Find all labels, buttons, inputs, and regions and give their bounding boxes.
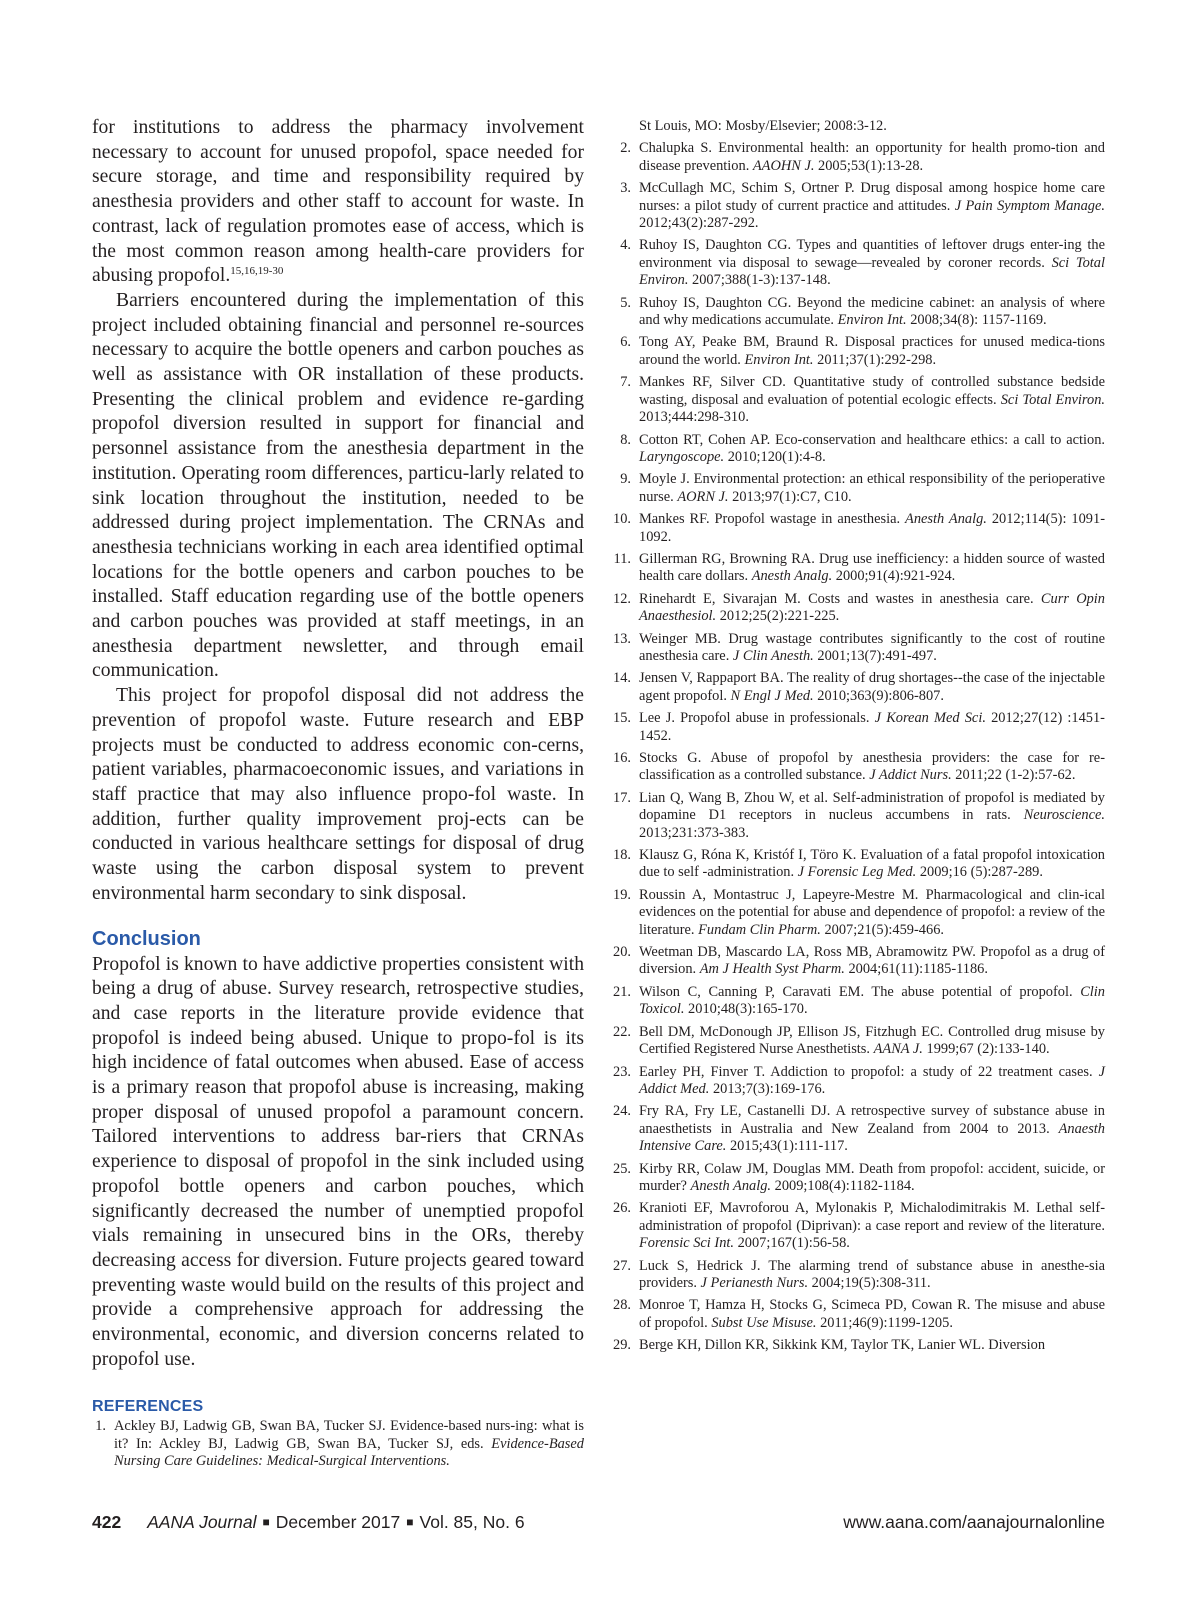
reference-item: 24. Fry RA, Fry LE, Castanelli DJ. A retrospective survey of substance abuse in anaesthetists in Australia and New Zealand from 2004 to 2013. Anaesth Intensive Care. 2015;43(1):111-117. bbox=[613, 1103, 1105, 1155]
left-column bbox=[92, 116, 584, 1476]
body-paragraph: for institutions to address the pharmacy involvement necessary to account for unused propofol, space needed for secure storage, and time and responsibility required by anesthesia providers and other staff to account for waste. In contrast, lack of regulation promotes ease of access, which is the most common reason among health-care providers for abusing propofol.$^{15,16,19-30}$ bbox=[92, 117, 584, 287]
footer-journal-info: 422 AANA Journal ■ December 2017 ■ Vol. 85, No. 6 bbox=[92, 1512, 525, 1532]
body-paragraph: This project for propofol disposal did not address the prevention of propofol waste. Future research and EBP projects must be conducted to address economic con-cerns, patient variables, pharmacoeconomic issues, and variations in staff practice that may also influence propo-fol waste. In addition, further quality improvement proj-ects can be conducted in various healthcare settings for disposal of drug waste using the carbon disposal system to prevent environmental harm secondary to sink disposal. bbox=[92, 685, 584, 904]
reference-item: 5. Ruhoy IS, Daughton CG. Beyond the medicine cabinet: an analysis of where and why medications accumulate. Environ Int. 2008;34(8): 1157-1169. bbox=[620, 294, 1105, 329]
reference-item: 21. Wilson C, Canning P, Caravati EM. The abuse potential of propofol. Clin Toxicol. 2010;48(3):165-170. bbox=[613, 983, 1105, 1018]
conclusion-heading: Conclusion bbox=[92, 927, 201, 950]
issue-date: December 2017 bbox=[275, 1512, 401, 1532]
body-paragraph: Barriers encountered during the implementation of this project included obtaining financial and personnel re-sources necessary to acquire the bottle openers and carbon pouches as well as assistance with OR installation of these products. Presenting the clinical problem and evidence re-garding propofol diversion resulted in support for financial and personnel assistance from the anesthesia department in the institution. Operating room differences, particu-larly related to sink location throughout the institution, needed to be addressed during project implementation. The CRNAs and anesthesia technicians working in each area identified optimal locations for the bottle openers and carbon pouches to be installed. Staff education regarding use of the bottle openers and carbon pouches was provided at staff meetings, in an anesthesia department newsletter, and through email communication. bbox=[92, 289, 584, 682]
reference-item: 15. Lee J. Propofol abuse in professionals. J Korean Med Sci. 2012;27(12) :1451-1452. bbox=[613, 710, 1105, 744]
reference-item: 8. Cotton RT, Cohen AP. Eco-conservation and healthcare ethics: a call to action. Laryngoscope. 2010;120(1):4-8. bbox=[620, 431, 1105, 465]
reference-item: 19. Roussin A, Montastruc J, Lapeyre-Mestre M. Pharmacological and clin-ical evidences on the potential for abuse and dependence of propofol: a review of the literature. Fundam Clin Pharm. 2007;21(5):459-466. bbox=[613, 886, 1105, 938]
references-heading: REFERENCES bbox=[92, 1398, 204, 1416]
page-footer bbox=[92, 1512, 1105, 1533]
journal-name: AANA Journal bbox=[147, 1512, 257, 1532]
reference-item: 20. Weetman DB, Mascardo LA, Ross MB, Abramowitz PW. Propofol as a drug of diversion. Am J Health Syst Pharm. 2004;61(11):1185-1186. bbox=[613, 944, 1105, 978]
reference-item: 12. Rinehardt E, Sivarajan M. Costs and wastes in anesthesia care. Curr Opin Anaesthesiol. 2012;25(2):221-225. bbox=[613, 590, 1105, 625]
reference-item: 17. Lian Q, Wang B, Zhou W, et al. Self-administration of propofol is mediated by dopamine D1 receptors in nucleus accumbens in rats. Neuroscience. 2013;231:373-383. bbox=[613, 789, 1105, 841]
issue-volume: Vol. 85, No. 6 bbox=[419, 1512, 525, 1532]
reference-item: 26. Kranioti EF, Mavroforou A, Mylonakis P, Michalodimitrakis M. Lethal self-administration of propofol (Diprivan): a case report and review of the literature. Forensic Sci Int. 2007;167(1):56-58. bbox=[613, 1200, 1105, 1252]
reference-item: 9. Moyle J. Environmental protection: an ethical responsibility of the perioperative nurse. AORN J. 2013;97(1):C7, C10. bbox=[620, 471, 1105, 505]
reference-item: 23. Earley PH, Finver T. Addiction to propofol: a study of 22 treatment cases. J Addict Med. 2013;7(3):169-176. bbox=[613, 1063, 1105, 1097]
reference-item: 2. Chalupka S. Environmental health: an opportunity for health promo-tion and disease prevention. AAOHN J. 2005;53(1):13-28. bbox=[620, 140, 1105, 174]
reference-item: 6. Tong AY, Peake BM, Braund R. Disposal practices for unused medica-tions around the world. Environ Int. 2011;37(1):292-298. bbox=[620, 334, 1105, 368]
journal-url[interactable]: www.aana.com/aanajournalonline bbox=[843, 1512, 1105, 1532]
reference-item: 18. Klausz G, Róna K, Kristóf I, Töro K. Evaluation of a fatal propofol intoxication due to self -administration. J Forensic Leg Med. 2009;16 (5):287-289. bbox=[613, 847, 1105, 881]
reference-item: 14. Jensen V, Rappaport BA. The reality of drug shortages--the case of the injectable agent propofol. N Engl J Med. 2010;363(9):806-807. bbox=[613, 670, 1105, 704]
conclusion-paragraph: Propofol is known to have addictive properties consistent with being a drug of abuse. Survey research, retrospective studies, and case reports in the literature provide evidence that propofol is indeed being abused. Unique to propo-fol is its high incidence of fatal outcomes when abused. Ease of access is a primary reason that propofol abuse is increasing, making proper disposal of unused propofol a paramount concern. Tailored interventions to address bar-riers that CRNAs experience to disposal of propofol in the sink included using propofol bottle openers and carbon pouches, which significantly decreased the number of unemptied propofol vials remaining in unsecured bins in the ORs, thereby decreasing access for diversion. Future projects geared toward preventing waste would build on the results of this project and provide a comprehensive approach for addressing the environmental, economic, and diversion concerns related to propofol use. bbox=[92, 953, 584, 1370]
reference-list-left bbox=[92, 1418, 584, 1470]
reference-continuation: St Louis, MO: Mosby/Elsevier; 2008:3-12. bbox=[639, 118, 887, 134]
reference-item: 27. Luck S, Hedrick J. The alarming trend of substance abuse in anesthe-sia providers. J Perianesth Nurs. 2004;19(5):308-311. bbox=[613, 1257, 1105, 1291]
reference-item: 16. Stocks G. Abuse of propofol by anesthesia providers: the case for re-classification as a controlled substance. J Addict Nurs. 2011;22 (1-2):57-62. bbox=[613, 750, 1105, 784]
reference-item: 29. Berge KH, Dillon KR, Sikkink KM, Taylor TK, Lanier WL. Diversion bbox=[613, 1337, 1046, 1354]
reference-item: 28. Monroe T, Hamza H, Stocks G, Scimeca PD, Cowan R. The misuse and abuse of propofol. Subst Use Misuse. 2011;46(9):1199-1205. bbox=[613, 1297, 1105, 1331]
reference-list-right bbox=[607, 140, 1105, 1354]
citation-superscript: 15,16,19-30 bbox=[230, 265, 284, 278]
reference-item: 11. Gillerman RG, Browning RA. Drug use inefficiency: a hidden source of wasted health care dollars. Anesth Analg. 2000;91(4):921-924. bbox=[613, 550, 1105, 585]
reference-item: 13. Weinger MB. Drug wastage contributes significantly to the cost of routine anesthesia care. J Clin Anesth. 2001;13(7):491-497. bbox=[613, 630, 1105, 664]
reference-item: 1. Ackley BJ, Ladwig GB, Swan BA, Tucker SJ. Evidence-based nurs-ing: what is it? In: Ackley BJ, Ladwig GB, Swan BA, Tucker SJ, eds. Evidence-Based Nursing Care Guidelines: Medical-Surgical Interventions. bbox=[95, 1418, 584, 1470]
reference-item: 4. Ruhoy IS, Daughton CG. Types and quantities of leftover drugs enter-ing the environment via disposal to sewage—revealed by coroner records. Sci Total Environ. 2007;388(1-3):137-148. bbox=[620, 237, 1105, 289]
page-number: 422 bbox=[92, 1512, 122, 1532]
reference-item: 22. Bell DM, McDonough JP, Ellison JS, Fitzhugh EC. Controlled drug misuse by Certified Registered Nurse Anesthetists. AANA J. 1999;67 (2):133-140. bbox=[613, 1023, 1105, 1058]
reference-item: 25. Kirby RR, Colaw JM, Douglas MM. Death from propofol: accident, suicide, or murder? Anesth Analg. 2009;108(4):1182-1184. bbox=[613, 1160, 1105, 1194]
right-column bbox=[607, 118, 1105, 1360]
reference-item: 7. Mankes RF, Silver CD. Quantitative study of controlled substance bedside wasting, disposal and evaluation of potential ecologic effects. Sci Total Environ. 2013;444:298-310. bbox=[620, 374, 1105, 426]
reference-item: 10. Mankes RF. Propofol wastage in anesthesia. Anesth Analg. 2012;114(5): 1091-1092. bbox=[613, 511, 1105, 545]
reference-item: 3. McCullagh MC, Schim S, Ortner P. Drug disposal among hospice home care nurses: a pilot study of current practice and attitudes. J Pain Symptom Manage. 2012;43(2):287-292. bbox=[620, 180, 1105, 232]
